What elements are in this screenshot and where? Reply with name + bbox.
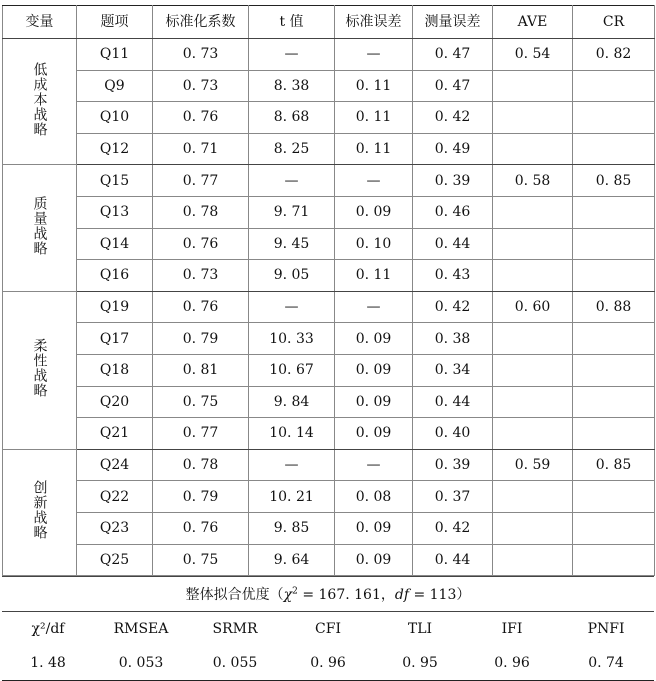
measurement-error-cell: 0. 43 [413,260,493,292]
fit-value-tli: 0. 95 [374,646,466,681]
std-error-cell: 0. 11 [335,70,413,102]
table-row [3,386,655,418]
cr-cell [573,418,655,450]
table-row [3,228,655,260]
ave-cell: 0. 58 [493,165,573,197]
std-coef-cell: 0. 73 [153,39,249,71]
std-error-cell: 0. 09 [335,544,413,576]
t-value-cell: 10. 14 [249,418,335,450]
std-error-cell: 0. 09 [335,323,413,355]
ave-cell [493,70,573,102]
item-cell: Q12 [77,133,153,165]
measurement-error-cell: 0. 49 [413,133,493,165]
std-error-cell: 0. 09 [335,196,413,228]
fit-value-chi-df: 1. 48 [2,646,94,681]
item-cell: Q20 [77,386,153,418]
item-cell: Q11 [77,39,153,71]
measurement-error-cell: 0. 47 [413,70,493,102]
header-row [3,6,655,39]
std-error-cell: 0. 08 [335,481,413,513]
ave-cell: 0. 60 [493,291,573,323]
table-row [3,196,655,228]
ave-cell [493,418,573,450]
fit-header-ifi: IFI [466,612,558,647]
variable-cell [3,165,77,291]
cr-cell [573,102,655,134]
cr-cell [573,70,655,102]
measurement-error-cell: 0. 39 [413,449,493,481]
measurement-error-cell: 0. 40 [413,418,493,450]
fit-values-row [2,646,654,681]
ave-cell [493,260,573,292]
std-coef-cell: 0. 76 [153,512,249,544]
table-row [3,354,655,386]
std-error-cell: — [335,165,413,197]
header-std-coef: 标准化系数 [153,6,249,39]
cfa-results-table [2,5,655,576]
item-cell: Q25 [77,544,153,576]
cr-cell: 0. 82 [573,39,655,71]
table-row [3,449,655,481]
ave-cell [493,323,573,355]
item-cell: Q15 [77,165,153,197]
table-row [3,39,655,71]
item-cell: Q9 [77,70,153,102]
ave-cell [493,512,573,544]
cr-cell [573,196,655,228]
header-variable: 变量 [3,6,77,39]
std-error-cell: — [335,291,413,323]
ave-cell: 0. 54 [493,39,573,71]
ave-cell [493,196,573,228]
fit-value-rmsea: 0. 053 [94,646,188,681]
t-value-cell: 9. 64 [249,544,335,576]
header-t-value: t 值 [249,6,335,39]
item-cell: Q23 [77,512,153,544]
ave-cell [493,544,573,576]
std-coef-cell: 0. 76 [153,228,249,260]
header-item: 题项 [77,6,153,39]
cr-cell [573,544,655,576]
item-cell: Q14 [77,228,153,260]
t-value-cell: 10. 67 [249,354,335,386]
ave-cell [493,133,573,165]
std-error-cell: 0. 09 [335,418,413,450]
item-cell: Q13 [77,196,153,228]
table-row [3,291,655,323]
fit-title-row [2,577,654,612]
std-coef-cell: 0. 78 [153,196,249,228]
fit-value-cfi: 0. 96 [282,646,374,681]
item-cell: Q16 [77,260,153,292]
std-coef-cell: 0. 76 [153,291,249,323]
fit-value-ifi: 0. 96 [466,646,558,681]
table-row [3,418,655,450]
fit-header-row [2,612,654,647]
t-value-cell: 9. 84 [249,386,335,418]
fit-table [2,576,654,681]
measurement-error-cell: 0. 34 [413,354,493,386]
std-error-cell: 0. 09 [335,386,413,418]
t-value-cell: 10. 21 [249,481,335,513]
std-error-cell: 0. 11 [335,260,413,292]
item-cell: Q18 [77,354,153,386]
table-row [3,544,655,576]
t-value-cell: — [249,449,335,481]
t-value-cell: 9. 45 [249,228,335,260]
ave-cell [493,354,573,386]
item-cell: Q10 [77,102,153,134]
measurement-error-cell: 0. 37 [413,481,493,513]
ave-cell [493,386,573,418]
table-row [3,165,655,197]
cr-cell [573,133,655,165]
fit-header-cfi: CFI [282,612,374,647]
variable-label: 质量战略 [31,196,48,257]
std-error-cell: 0. 10 [335,228,413,260]
variable-label: 柔性战略 [31,338,48,399]
cr-cell: 0. 85 [573,449,655,481]
std-coef-cell: 0. 71 [153,133,249,165]
fit-header-tli: TLI [374,612,466,647]
std-error-cell: 0. 09 [335,354,413,386]
t-value-cell: — [249,39,335,71]
item-cell: Q24 [77,449,153,481]
std-coef-cell: 0. 76 [153,102,249,134]
std-error-cell: 0. 09 [335,512,413,544]
table-row [3,260,655,292]
ave-cell [493,481,573,513]
cr-cell [573,481,655,513]
cr-cell: 0. 85 [573,165,655,197]
variable-label: 低成本战略 [31,62,48,138]
fit-header-rmsea: RMSEA [94,612,188,647]
cr-cell: 0. 88 [573,291,655,323]
cr-cell [573,260,655,292]
cr-cell [573,386,655,418]
table-row [3,481,655,513]
t-value-cell: 8. 25 [249,133,335,165]
measurement-error-cell: 0. 44 [413,544,493,576]
std-coef-cell: 0. 81 [153,354,249,386]
item-cell: Q19 [77,291,153,323]
measurement-error-cell: 0. 42 [413,291,493,323]
ave-cell: 0. 59 [493,449,573,481]
std-coef-cell: 0. 75 [153,544,249,576]
measurement-error-cell: 0. 42 [413,512,493,544]
table-row [3,70,655,102]
std-coef-cell: 0. 79 [153,323,249,355]
measurement-error-cell: 0. 44 [413,386,493,418]
t-value-cell: 9. 71 [249,196,335,228]
cr-cell [573,323,655,355]
t-value-cell: 8. 38 [249,70,335,102]
cr-cell [573,512,655,544]
ave-cell [493,228,573,260]
measurement-error-cell: 0. 38 [413,323,493,355]
variable-cell [3,449,77,575]
item-cell: Q21 [77,418,153,450]
t-value-cell: 8. 68 [249,102,335,134]
std-coef-cell: 0. 73 [153,260,249,292]
fit-value-pnfi: 0. 74 [558,646,654,681]
measurement-error-cell: 0. 46 [413,196,493,228]
variable-cell [3,291,77,449]
std-error-cell: 0. 11 [335,102,413,134]
std-coef-cell: 0. 79 [153,481,249,513]
fit-header-srmr: SRMR [188,612,282,647]
fit-header-chi-df: χ²/df [2,612,94,647]
measurement-error-cell: 0. 47 [413,39,493,71]
t-value-cell: 9. 85 [249,512,335,544]
std-coef-cell: 0. 75 [153,386,249,418]
t-value-cell: — [249,291,335,323]
fit-title: 整体拟合优度（$\chi^2 = 167$. 161，df = 113） [2,577,654,612]
t-value-cell: 9. 05 [249,260,335,292]
table-row [3,512,655,544]
std-error-cell: 0. 11 [335,133,413,165]
measurement-error-cell: 0. 42 [413,102,493,134]
header-cr: CR [573,6,655,39]
t-value-cell: — [249,165,335,197]
std-error-cell: — [335,39,413,71]
std-coef-cell: 0. 78 [153,449,249,481]
cr-cell [573,228,655,260]
fit-header-pnfi: PNFI [558,612,654,647]
measurement-error-cell: 0. 44 [413,228,493,260]
header-ave: AVE [493,6,573,39]
std-error-cell: — [335,449,413,481]
table-row [3,323,655,355]
item-cell: Q22 [77,481,153,513]
header-std-error: 标准误差 [335,6,413,39]
ave-cell [493,102,573,134]
std-coef-cell: 0. 77 [153,418,249,450]
item-cell: Q17 [77,323,153,355]
std-coef-cell: 0. 73 [153,70,249,102]
variable-cell [3,39,77,165]
cr-cell [573,354,655,386]
t-value-cell: 10. 33 [249,323,335,355]
fit-value-srmr: 0. 055 [188,646,282,681]
table-row [3,133,655,165]
measurement-error-cell: 0. 39 [413,165,493,197]
table-row [3,102,655,134]
header-measurement-error: 测量误差 [413,6,493,39]
variable-label: 创新战略 [31,480,48,541]
std-coef-cell: 0. 77 [153,165,249,197]
